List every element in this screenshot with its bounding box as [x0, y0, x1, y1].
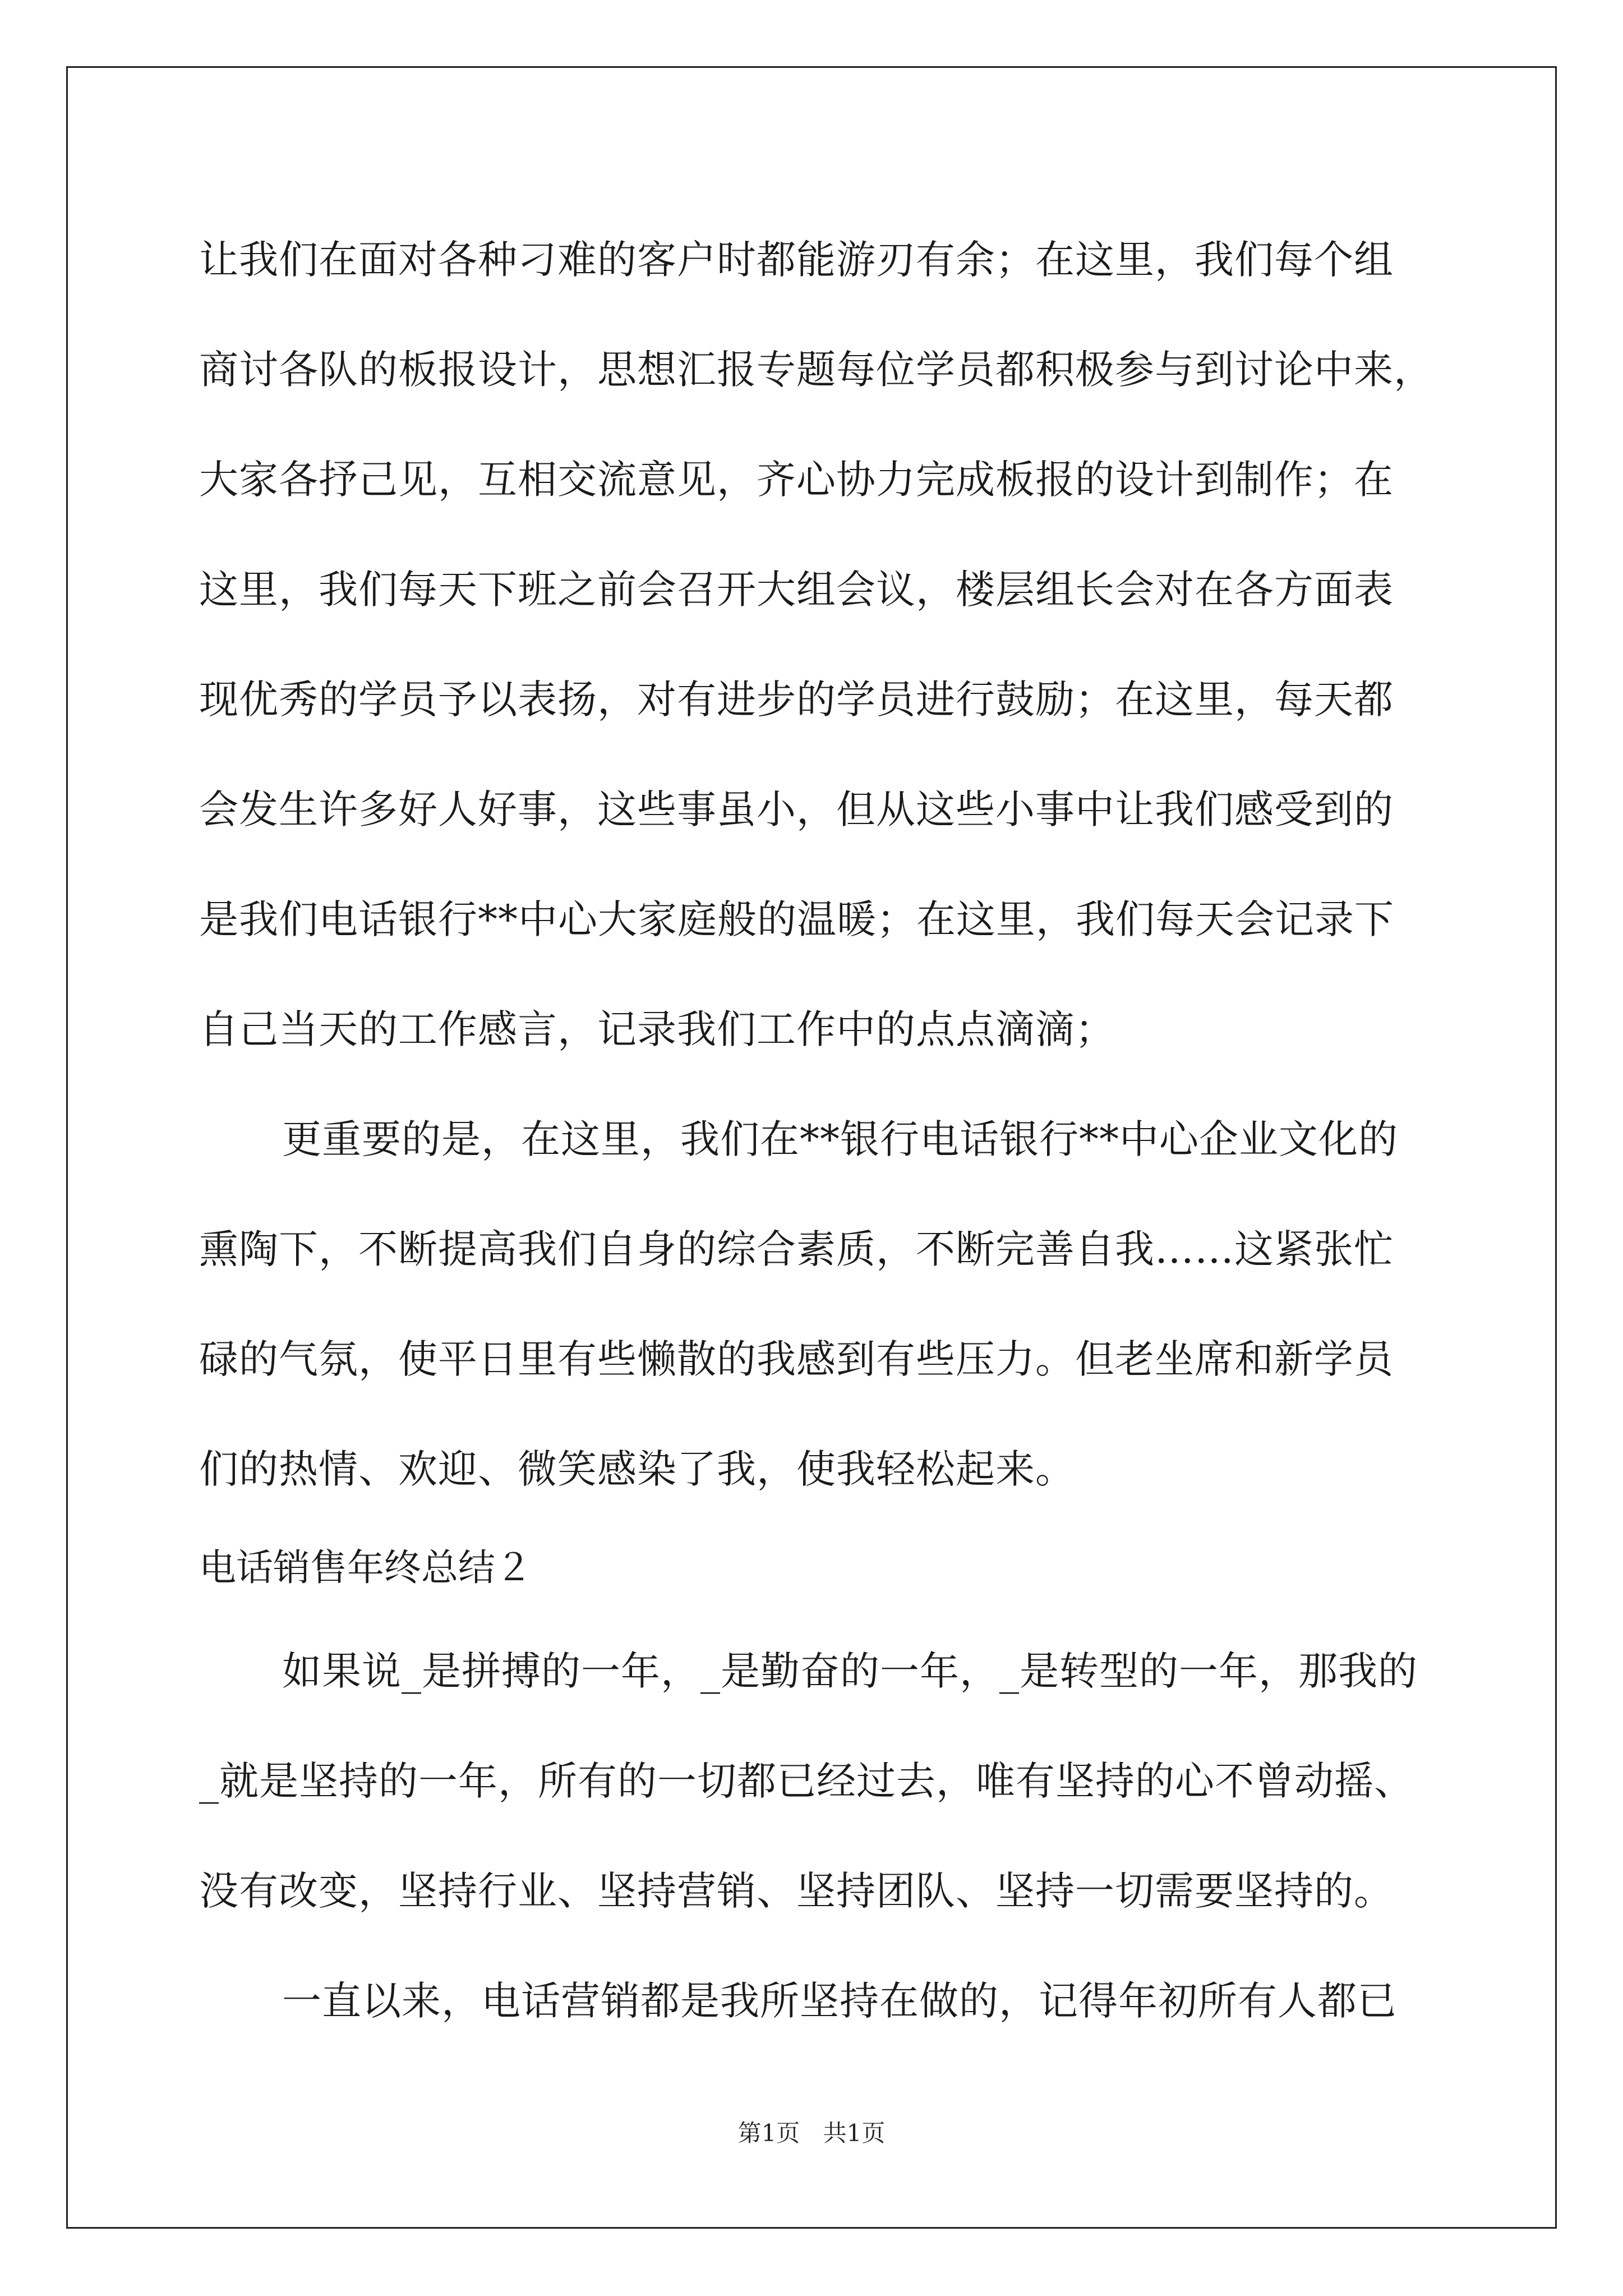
text-line: _就是坚持的一年，所有的一切都已经过去，唯有坚持的心不曾动摇、 — [199, 1758, 1414, 1804]
text-line: 熏陶下，不断提高我们自身的综合素质，不断完善自我……这紧张忙 — [199, 1226, 1394, 1272]
text-line: 大家各抒己见，互相交流意见，齐心协力完成板报的设计到制作；在 — [199, 457, 1394, 503]
text-line: 商讨各队的板报设计，思想汇报专题每位学员都积极参与到讨论中来， — [199, 347, 1433, 393]
text-line: 会发生许多好人好事，这些事虽小，但从这些小事中让我们感受到的 — [199, 786, 1394, 832]
text-line: 们的热情、欢迎、微笑感染了我，使我轻松起来。 — [199, 1446, 1075, 1492]
text-line: 如果说_是拼搏的一年，_是勤奋的一年，_是转型的一年，那我的 — [282, 1648, 1418, 1694]
paragraph-4 — [199, 1946, 1433, 2056]
paragraph-3 — [199, 1616, 1433, 1946]
page-footer — [0, 2115, 1623, 2148]
text-line: 让我们在面对各种刁难的客户时都能游刃有余；在这里，我们每个组 — [199, 237, 1394, 283]
section-heading: 电话销售年终总结２ — [199, 1546, 532, 1589]
page-number-current: 第1页 — [737, 2119, 800, 2147]
text-line: 碌的气氛，使平日里有些懒散的我感到有些压力。但老坐席和新学员 — [199, 1336, 1394, 1382]
text-line: 自己当天的工作感言，记录我们工作中的点点滴滴； — [199, 1006, 1115, 1052]
text-line: 一直以来，电话营销都是我所坚持在做的，记得年初所有人都已 — [282, 1978, 1397, 2024]
paragraph-2 — [199, 1084, 1433, 1524]
text-line: 这里，我们每天下班之前会召开大组会议，楼层组长会对在各方面表 — [199, 567, 1394, 613]
document-body — [199, 205, 1433, 2056]
page-number-total: 共1页 — [823, 2119, 886, 2147]
text-line: 更重要的是，在这里，我们在**银行电话银行**中心企业文化的 — [282, 1116, 1398, 1162]
paragraph-1 — [199, 205, 1433, 1084]
text-line: 是我们电话银行**中心大家庭般的温暖；在这里，我们每天会记录下 — [199, 896, 1394, 942]
text-line: 没有改变，坚持行业、坚持营销、坚持团队、坚持一切需要坚持的。 — [199, 1868, 1394, 1914]
text-line: 现优秀的学员予以表扬，对有进步的学员进行鼓励；在这里，每天都 — [199, 677, 1394, 723]
